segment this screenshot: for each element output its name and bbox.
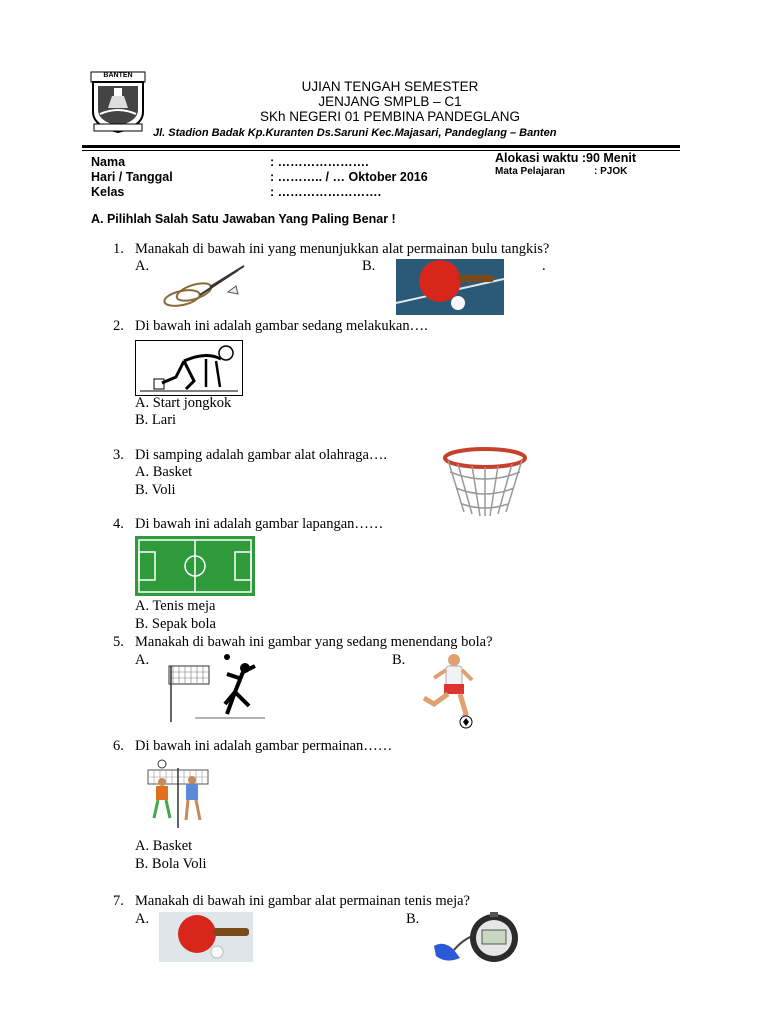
table-tennis-bat-image[interactable] <box>159 912 253 962</box>
q6-option-b[interactable]: B. Bola Voli <box>135 856 207 872</box>
q2-option-b[interactable]: B. Lari <box>135 412 177 428</box>
question-4: 4. Di bawah ini adalah gambar lapangan…… <box>113 516 384 532</box>
kelas-label: Kelas <box>91 185 125 199</box>
table-tennis-paddle-image[interactable] <box>396 259 504 315</box>
q1-option-a[interactable]: A. <box>135 258 150 274</box>
header-rule-thick <box>82 145 680 148</box>
hari-label: Hari / Tanggal <box>91 170 173 184</box>
title-line-2: JENJANG SMPLB – C1 <box>318 94 462 109</box>
question-6: 6. Di bawah ini adalah gambar permainan…… <box>113 738 393 754</box>
q3-option-b[interactable]: B. Voli <box>135 482 176 498</box>
school-address: Jl. Stadion Badak Kp.Kuranten Ds.Saruni Kec.Majasari, Pandeglang – Banten <box>153 127 557 139</box>
question-7: 7. Manakah di bawah ini gambar alat permainan tenis meja? <box>113 893 470 909</box>
q1-option-b[interactable]: B. <box>362 258 376 274</box>
q2-option-a[interactable]: A. Start jongkok <box>135 395 232 411</box>
question-3: 3. Di samping adalah gambar alat olahraga…. <box>113 447 388 463</box>
hari-field[interactable]: : ……….. / … Oktober 2016 <box>270 170 428 184</box>
kelas-field[interactable]: : ……………………. <box>270 185 382 199</box>
q3-option-a[interactable]: A. Basket <box>135 464 193 480</box>
volleyball-players-image <box>140 758 212 830</box>
q5-option-b[interactable]: B. <box>392 652 406 668</box>
question-2: 2. Di bawah ini adalah gambar sedang melakukan…. <box>113 318 428 334</box>
question-5: 5. Manakah di bawah ini gambar yang sedang menendang bola? <box>113 634 493 650</box>
logo-text: BANTEN <box>103 72 133 79</box>
q4-option-b[interactable]: B. Sepak bola <box>135 616 216 632</box>
q7-option-a[interactable]: A. <box>135 911 150 927</box>
q4-option-a[interactable]: A. Tenis meja <box>135 598 216 614</box>
school-logo <box>88 70 148 134</box>
question-1: 1. Manakah di bawah ini yang menunjukkan alat permainan bulu tangkis? <box>113 241 550 257</box>
soccer-field-image <box>135 536 255 596</box>
mapel-value: : PJOK <box>594 166 628 177</box>
nama-label: Nama <box>91 155 126 169</box>
q5-option-a[interactable]: A. <box>135 652 150 668</box>
q1-trailing-dot: . <box>542 258 546 274</box>
title-line-3: SKh NEGERI 01 PEMBINA PANDEGLANG <box>259 109 521 124</box>
q6-option-a[interactable]: A. Basket <box>135 838 193 854</box>
section-a-instruction: A. Pilihlah Salah Satu Jawaban Yang Paling Benar ! <box>91 212 396 226</box>
nama-field[interactable]: : …………………. <box>270 155 369 169</box>
badminton-rackets-image[interactable] <box>160 262 250 308</box>
crouch-start-image <box>135 340 243 396</box>
title-line-1: UJIAN TENGAH SEMESTER <box>301 79 479 94</box>
kicking-ball-image[interactable] <box>414 652 486 730</box>
mapel-label: Mata Pelajaran <box>495 166 566 177</box>
volleyball-spike-image[interactable] <box>165 652 269 726</box>
alokasi-waktu: Alokasi waktu :90 Menit <box>495 151 637 165</box>
basketball-hoop-image <box>442 446 528 518</box>
stopwatch-image[interactable] <box>430 910 522 966</box>
q7-option-b[interactable]: B. <box>406 911 420 927</box>
